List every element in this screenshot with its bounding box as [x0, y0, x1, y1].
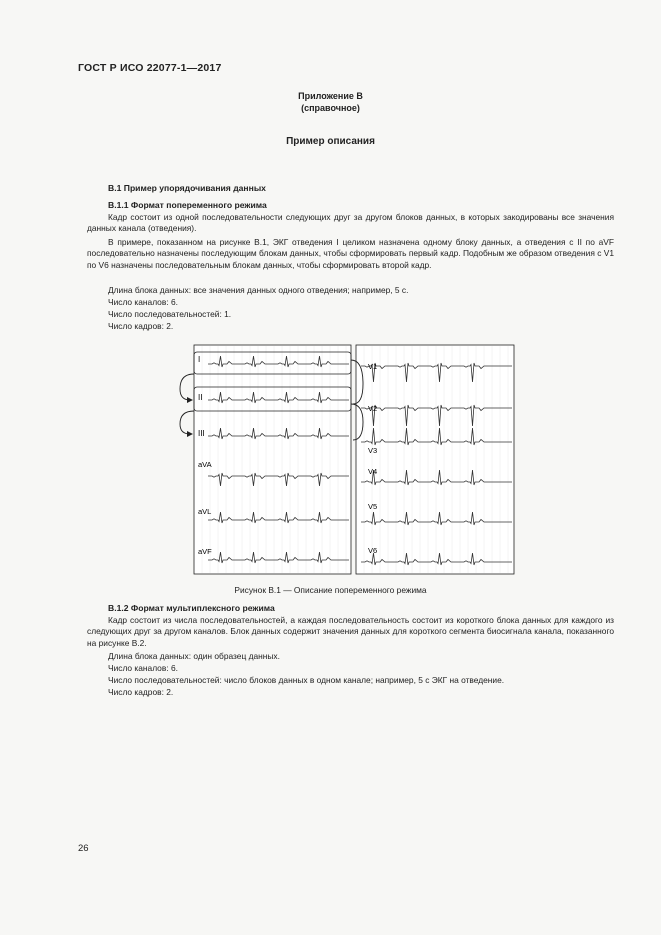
- section-title: Пример описания: [286, 136, 375, 147]
- connector-arrow: [180, 374, 194, 400]
- text-line: Длина блока данных: все значения данных одного отведения; например, 5 с.: [108, 285, 409, 295]
- lead-label: aVF: [198, 547, 212, 556]
- appendix-subtitle: (справочное): [301, 103, 360, 113]
- left-panel-frame: [194, 345, 351, 574]
- lead-label: V5: [368, 502, 378, 511]
- text-line: Число последовательностей: 1.: [108, 309, 232, 319]
- right-panel-frame: [356, 345, 514, 574]
- figure-caption: Рисунок В.1 — Описание попеременного режима: [234, 585, 427, 595]
- heading-b12: В.1.2 Формат мультиплексного режима: [108, 603, 275, 613]
- lead-label: V6: [368, 546, 378, 555]
- lead-label: V2: [368, 404, 378, 413]
- arrow-head-icon: [187, 431, 193, 437]
- text-line: Длина блока данных: один образец данных.: [108, 651, 280, 661]
- arrow-head-icon: [187, 397, 193, 403]
- page-number: 26: [78, 843, 89, 854]
- heading-b1: В.1 Пример упорядочивания данных: [108, 183, 266, 193]
- text-line: Число каналов: 6.: [108, 663, 178, 673]
- text-line: Число кадров: 2.: [108, 321, 174, 331]
- text-line: Число кадров: 2.: [108, 687, 174, 697]
- lead-label: aVA: [198, 460, 212, 469]
- document-header: ГОСТ Р ИСО 22077-1—2017: [78, 62, 222, 74]
- lead-label: II: [198, 393, 203, 402]
- text-line: Число каналов: 6.: [108, 297, 178, 307]
- lead-label: V3: [368, 446, 378, 455]
- lead-label: III: [198, 429, 205, 438]
- appendix-title: Приложение В: [298, 91, 363, 101]
- lead-label: V4: [368, 467, 378, 476]
- paragraph-b11-2: В примере, показанном на рисунке В.1, ЭКГ отведения I целиком назначена одному блоку данных, а отведения с II по aVF последовательно назначены последующим блокам данных, чтобы сформировать первый кадр. Подобным же образом отведения с V1 по V6 назначены последовательным блокам данных, чтобы сформировать второй кадр.: [87, 237, 614, 270]
- paragraph-b11-1: Кадр состоит из одной последовательности следующих друг за другом блоков данных, в которых закодированы все значения данных канала (отведения).: [87, 212, 614, 234]
- lead-label: I: [198, 355, 201, 364]
- heading-b11: В.1.1 Формат попеременного режима: [108, 200, 267, 210]
- connector-arrow: [180, 411, 194, 434]
- ecg-figure: [176, 344, 516, 576]
- text-line: Число последовательностей: число блоков данных в одном канале; например, 5 с ЭКГ на отведение.: [108, 675, 505, 685]
- lead-label: V1: [368, 362, 378, 371]
- lead-label: aVL: [198, 507, 212, 516]
- paragraph-b12-1: Кадр состоит из числа последовательностей, а каждая последовательность состоит из короткого блока данных для каждого из следующих друг за другом каналов. Блок данных содержит значения данных для короткого сегмента биосигнала канала, показанного на рисунке В.2.: [87, 615, 614, 648]
